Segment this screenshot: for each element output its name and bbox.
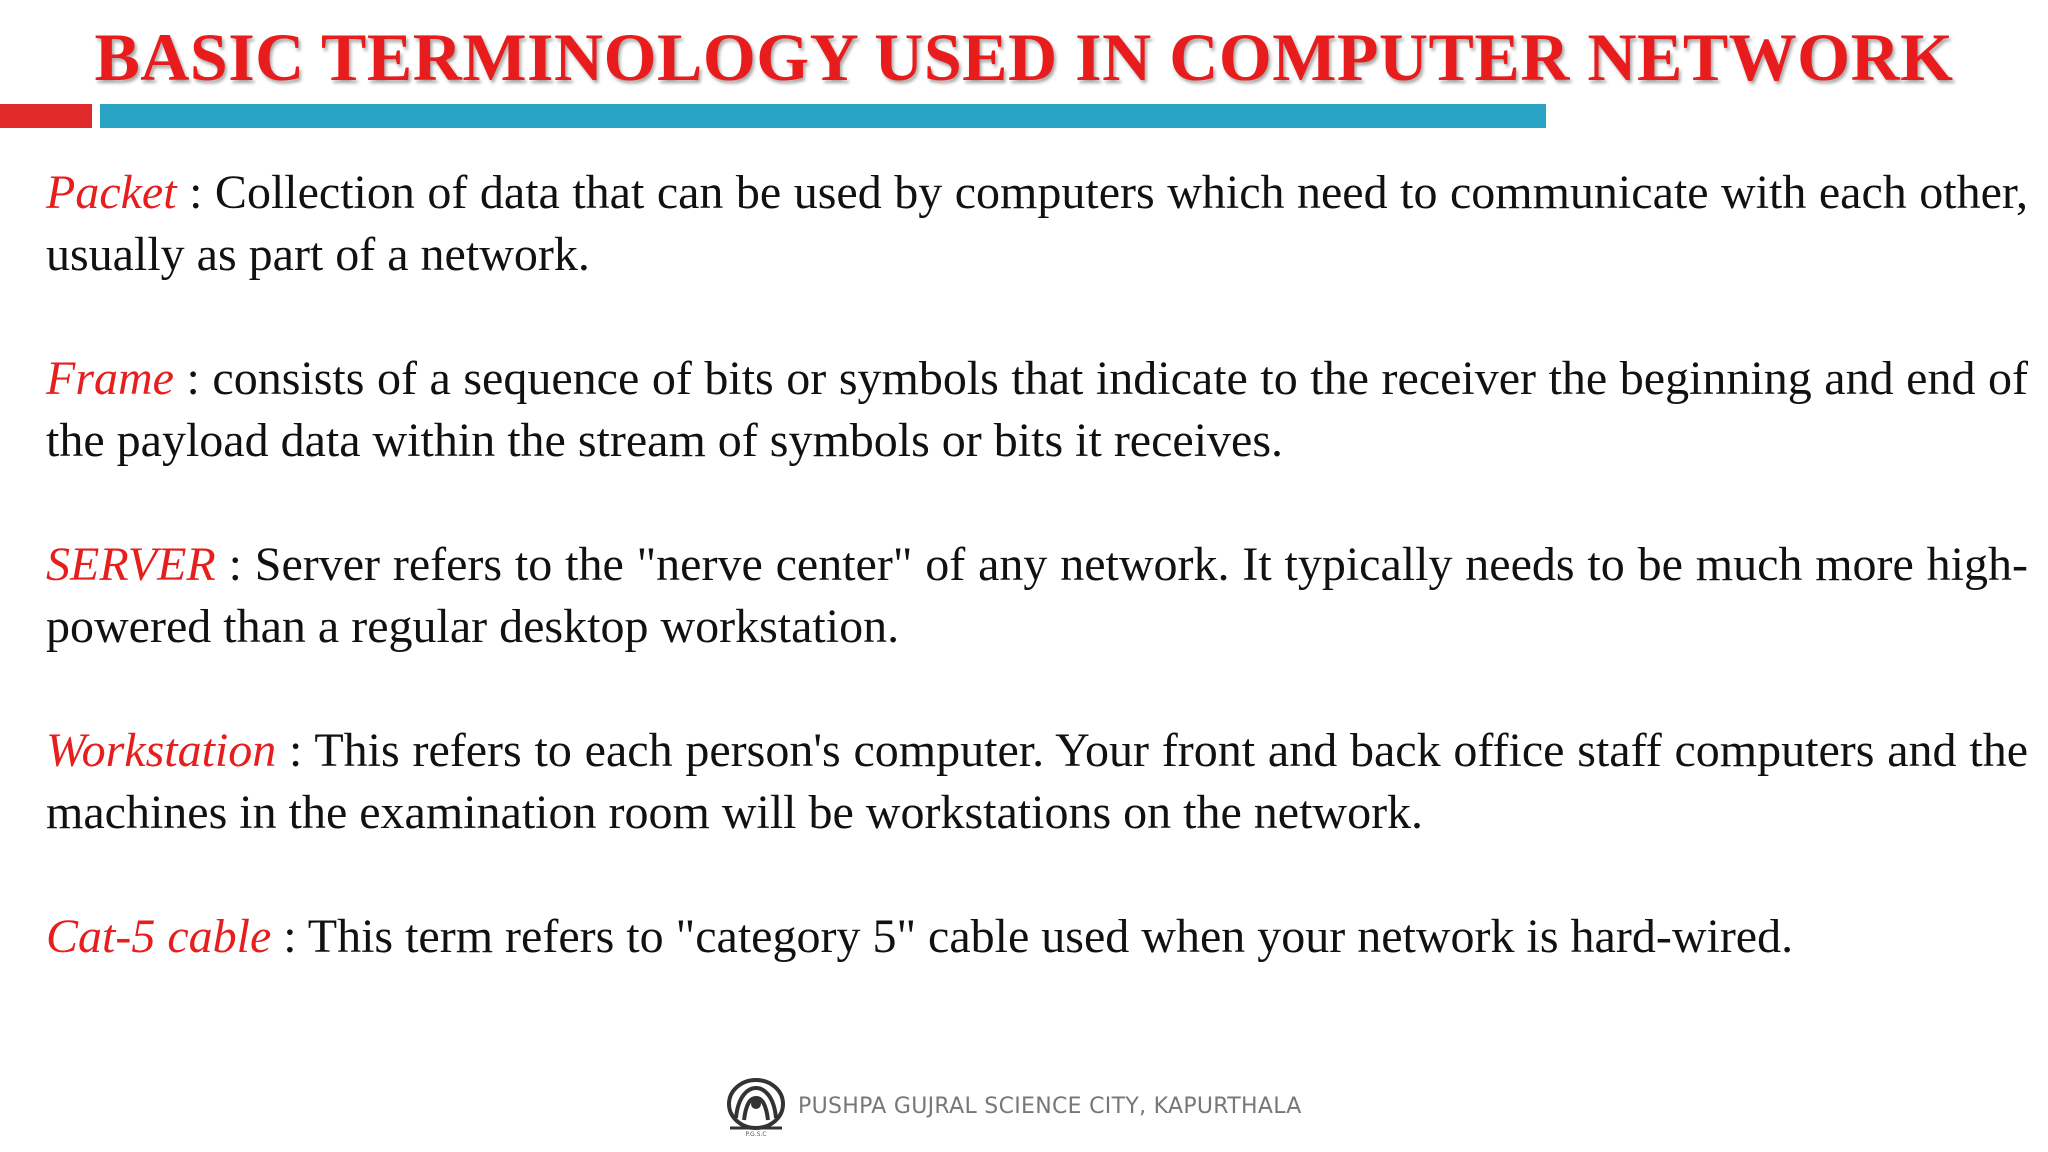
term-name: Frame xyxy=(46,352,174,405)
accent-bar-blue xyxy=(100,104,1546,128)
term-name: SERVER xyxy=(46,538,216,591)
science-city-logo-icon xyxy=(724,1074,788,1138)
accent-bar-red xyxy=(0,104,92,128)
term-packet xyxy=(46,162,2028,286)
term-definition: : Collection of data that can be used by computers which need to communicate with each other, usually as part of a network. xyxy=(46,166,2028,281)
slide-title: BASIC TERMINOLOGY USED IN COMPUTER NETWORK xyxy=(94,19,1954,95)
term-name: Cat-5 cable xyxy=(46,910,272,963)
logo-text: P.G.S.C xyxy=(745,1131,767,1138)
term-server xyxy=(46,534,2028,658)
term-definition: : This refers to each person's computer. Your front and back office staff computers and the machines in the examination room will be workstations on the network. xyxy=(46,724,2028,839)
footer-text: PUSHPA GUJRAL SCIENCE CITY, KAPURTHALA xyxy=(798,1093,1302,1119)
term-workstation xyxy=(46,720,2028,844)
footer xyxy=(724,1074,1302,1138)
terms-list xyxy=(46,162,2028,1030)
term-name: Workstation xyxy=(46,724,277,777)
term-definition: : This term refers to "category 5" cable used when your network is hard-wired. xyxy=(271,910,1794,963)
term-frame xyxy=(46,348,2028,472)
term-definition: : consists of a sequence of bits or symbols that indicate to the receiver the beginning and end of the payload data within the stream of symbols or bits it receives. xyxy=(46,352,2028,467)
term-cat5-cable xyxy=(46,906,2028,968)
term-name: Packet xyxy=(46,166,177,219)
term-definition: : Server refers to the "nerve center" of any network. It typically needs to be much more high-powered than a regular desktop workstation. xyxy=(46,538,2028,653)
